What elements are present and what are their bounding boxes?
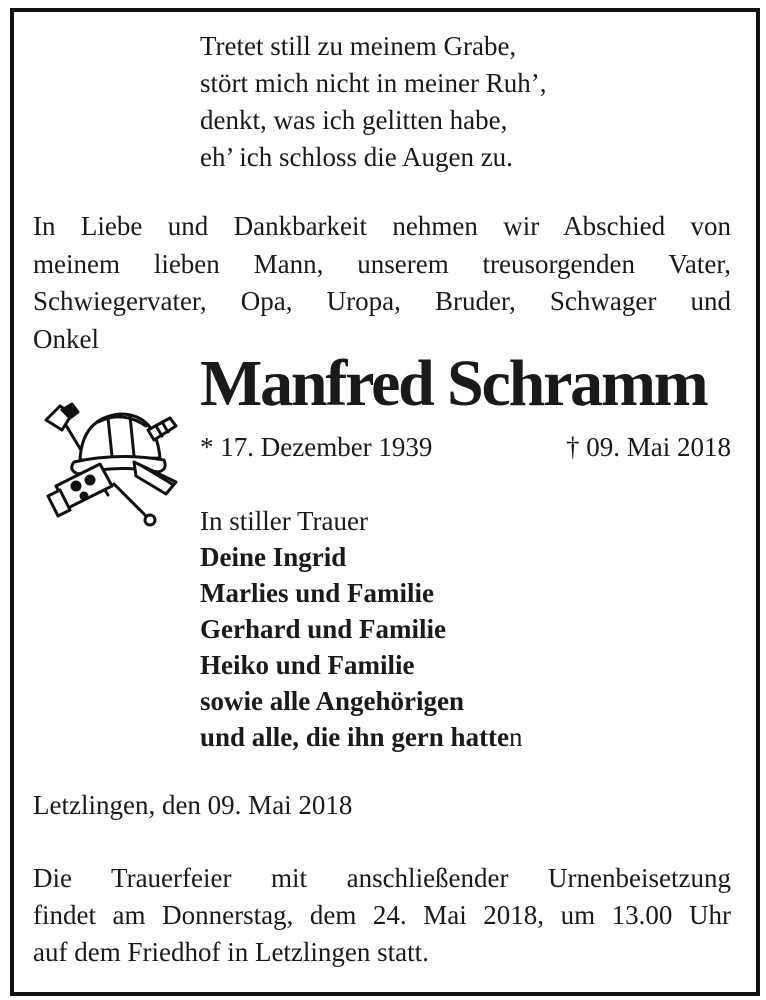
life-dates [200, 430, 731, 464]
mourner-name: Heiko und Familie [200, 650, 415, 680]
intro-line: In Liebe und Dankbarkeit nehmen wir Abschied von [33, 211, 731, 241]
intro-line: Onkel [33, 323, 99, 354]
mourner-name: Deine Ingrid [200, 542, 347, 572]
funeral-line: Die Trauerfeier mit anschließender Urnenbeisetzung [33, 863, 731, 893]
poem-line: Tretet still zu meinem Grabe, [200, 31, 517, 61]
poem-line: denkt, was ich gelitten habe, [200, 105, 508, 135]
mourner-name: Gerhard und Familie [200, 614, 447, 644]
poem-line: eh’ ich schloss die Augen zu. [200, 142, 513, 172]
mourner-name: sowie alle Angehörigen [200, 686, 464, 716]
mourner-name-last [200, 719, 523, 755]
intro-paragraph [33, 208, 731, 358]
place-date: Letzlingen, den 09. Mai 2018 [33, 790, 353, 820]
mourners [200, 503, 523, 755]
funeral-line: findet am Donnerstag, dem 24. Mai 2018, um 13.00 Uhr [33, 900, 731, 930]
firefighter-emblem-icon [38, 400, 178, 530]
poem-line: stört mich nicht in meiner Ruh’, [200, 68, 547, 98]
funeral-line: auf dem Friedhof in Letzlingen statt. [33, 937, 429, 967]
funeral-notice [33, 860, 731, 971]
mourners-intro: In stiller Trauer [200, 506, 368, 536]
birth-date: * 17. Dezember 1939 [200, 432, 433, 462]
mourner-name: Marlies und Familie [200, 578, 434, 608]
death-date: † 09. Mai 2018 [566, 432, 731, 462]
intro-line: Schwiegervater, Opa, Uropa, Bruder, Schwager und [33, 286, 731, 316]
mourner-name-last-bold: und alle, die ihn gern hatte [200, 722, 510, 752]
deceased-name: Manfred Schramm [200, 347, 707, 420]
intro-line: meinem lieben Mann, unserem treusorgenden Vater, [33, 248, 731, 279]
poem [200, 28, 546, 176]
mourner-name-last-regular: n [509, 722, 523, 752]
